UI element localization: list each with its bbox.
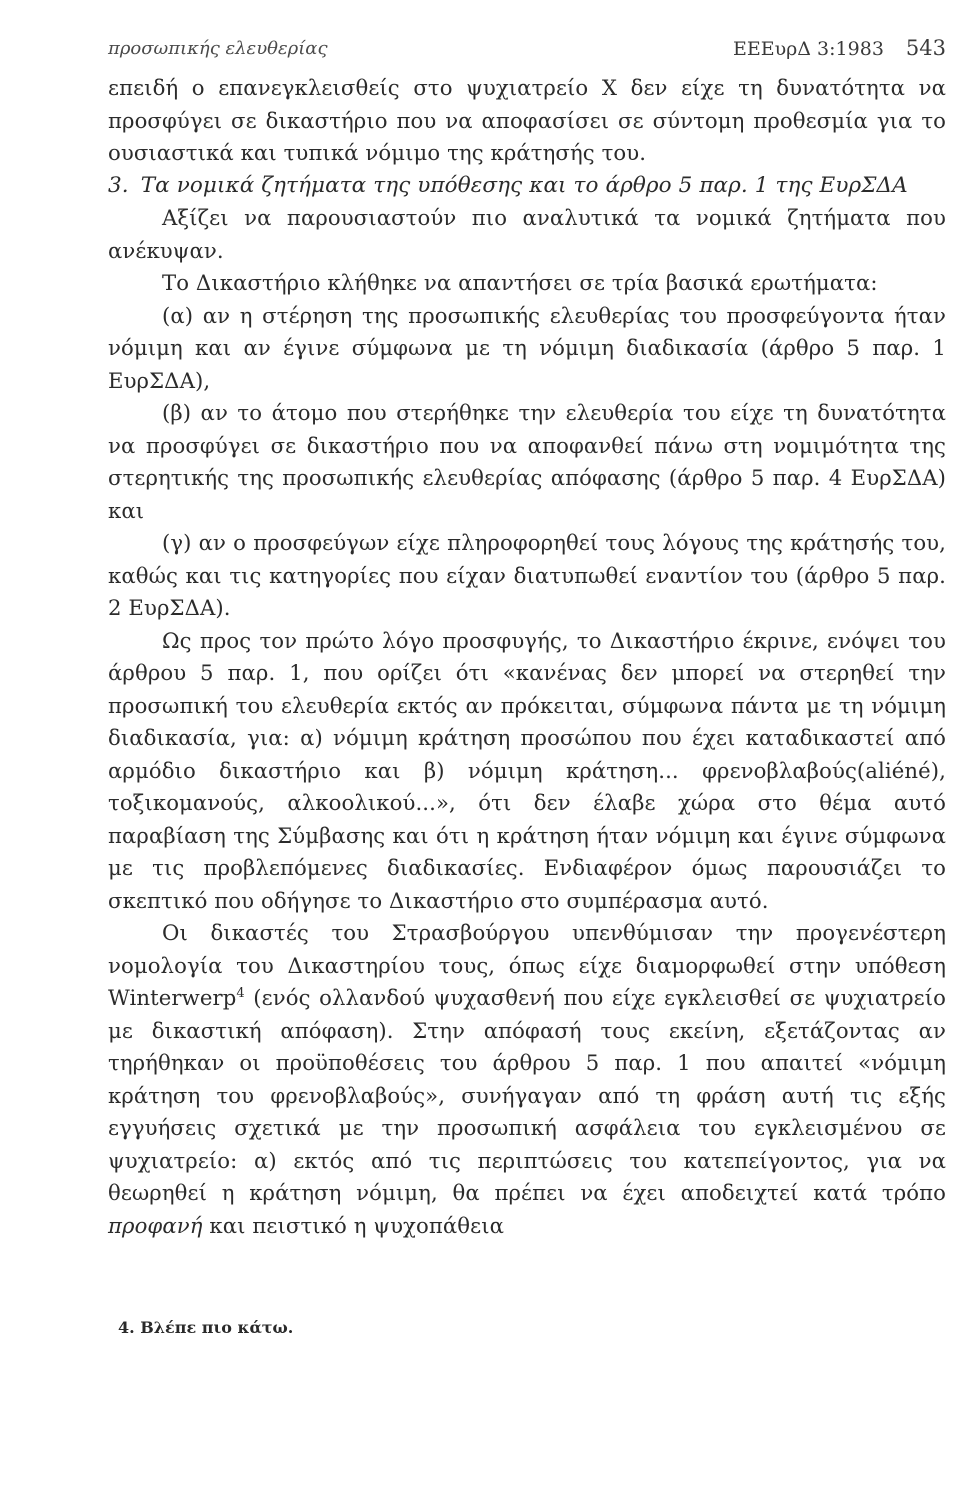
running-head — [108, 28, 946, 72]
footnote: 4. Βλέπε πιο κάτω. — [118, 1318, 294, 1337]
journal-reference: ΕΕΕυρΔ 3:1983 — [732, 38, 884, 60]
paragraph: Ως προς τον πρώτο λόγο προσφυγής, το Δικαστήριο έκρινε, ενόψει του άρθρου 5 παρ. 1, που ορίζει ότι «κανένας δεν μπορεί να στερηθεί την προσωπική του ελευθερία εκτός αν πρόκειται, σύμφωνα πάντα με τη νόμιμη διαδικασία, για: α) νόμιμη κράτηση προσώπου που έχει καταδικαστεί από αρμόδιο δικαστήριο και β) νόμιμη κράτηση... φρενοβλαβούς(aliéné), τοξικομανούς, αλκοολικού...», ότι δεν έλαβε χώρα στο θέμα αυτό παραβίαση της Σύμβασης και ότι η κράτηση ήταν νόμιμη και έγινε σύμφωνα με τις προβλεπόμενες διαδικασίες. Ενδιαφέρον όμως παρουσιάζει το σκεπτικό που οδήγησε το Δικαστήριο στο συμπέρασμα αυτό. — [108, 627, 946, 913]
section-title: Τα νομικά ζητήματα της υπόθεσης και το άρθρο 5 παρ. 1 της ΕυρΣΔΑ — [140, 172, 908, 198]
emphasis-text: προφανή — [108, 1212, 203, 1238]
running-head-title: προσωπικής ελευθερίας — [108, 38, 328, 59]
paragraph-question-a: (α) αν η στέρηση της προσωπικής ελευθερίας του προσφεύγοντα ήταν νόμιμη και αν έγινε σύμφωνα με τη νόμιμη διαδικασία (άρθρο 5 παρ. 1 ΕυρΣΔΑ), — [108, 302, 946, 393]
paragraph-continuation: επειδή ο επανεγκλεισθείς στο ψυχιατρείο Χ δεν είχε τη δυνατότητα να προσφύγει σε δικαστήριο που να αποφασίσει σε σύντομη προθεσμία για το ουσιαστικά και τυπικά νόμιμο της κράτησής του. — [108, 75, 946, 165]
paragraph-question-b: (β) αν το άτομο που στερήθηκε την ελευθερία του είχε τη δυνατότητα να προσφύγει σε δικαστήριο που να αποφανθεί πάνω στη νομιμότητα της στερητικής της προσωπικής ελευθερίας απόφασης (άρθρο 5 παρ. 4 ΕυρΣΔΑ) και — [108, 400, 946, 523]
body-text — [108, 72, 946, 1242]
footnote-marker: 4 — [236, 985, 245, 1001]
page-number: 543 — [905, 36, 946, 60]
paragraph-question-c: (γ) αν ο προσφεύγων είχε πληροφορηθεί τους λόγους της κράτησής του, καθώς και τις κατηγορίες που είχαν διατυπωθεί εναντίον του (άρθρο 5 παρ. 2 ΕυρΣΔΑ). — [108, 530, 946, 620]
paragraph-text: (ενός ολλανδού ψυχασθενή που είχε εγκλεισθεί σε ψυχιατρείο με δικαστική απόφαση). Στην απόφασή τους εκείνη, εξετάζοντας αν τηρήθηκαν οι προϋποθέσεις του άρθρου 5 παρ. 1 που απαιτεί «νόμιμη κράτηση του φρενοβλαβούς», συνήγαγαν από τη φράση αυτή τις εξής εγγυήσεις σχετικά με την προσωπική ασφάλεια του εγκλεισμένου σε ψυχιατρείο: α) εκτός από τις περιπτώσεις του κατεπείγοντος, για να θεωρηθεί η κράτηση νόμιμη, θα πρέπει να έχει αποδειχτεί κατά τρόπο — [108, 985, 946, 1205]
section-heading — [108, 170, 946, 203]
paragraph — [108, 917, 946, 1242]
paragraph: Αξίζει να παρουσιαστούν πιο αναλυτικά τα νομικά ζητήματα που ανέκυψαν. — [108, 205, 946, 263]
section-number: 3. — [108, 172, 129, 198]
paragraph: Το Δικαστήριο κλήθηκε να απαντήσει σε τρία βασικά ερωτήματα: — [162, 270, 878, 295]
paragraph-text: Οι δικαστές του Στρασβούργου υπενθύμισαν την προγενέστερη νομολογία του Δικαστηρίου τους, όπως είχε διαμορφωθεί στην υπόθεση Winterwerp — [108, 920, 946, 1010]
running-head-journal-page — [733, 36, 946, 60]
paragraph-text: και πειστικό η ψυχοπάθεια — [202, 1212, 505, 1238]
page — [108, 28, 946, 1242]
